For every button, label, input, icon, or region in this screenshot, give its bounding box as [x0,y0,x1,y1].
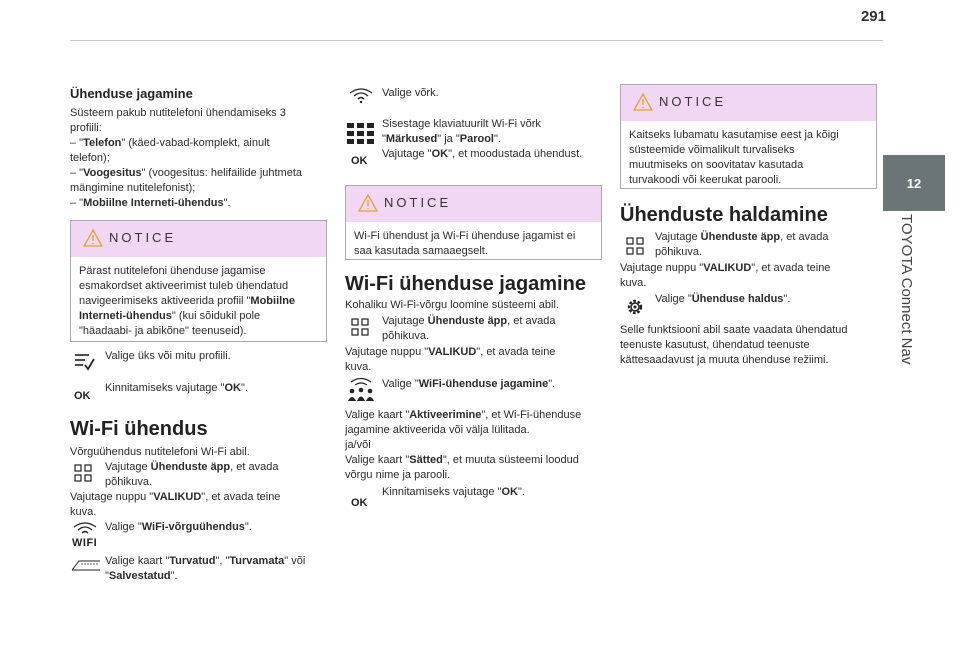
gear-icon [624,296,646,318]
manage-step-2: Vajutage nuppu "VALIKUD", et avada teine [620,262,831,274]
wifi-icon [72,522,98,536]
hotspot-step-1: Vajutage Ühenduste äpp, et avada [382,315,556,327]
hotspot-step-5: Valige kaart "Sätted", et muuta süsteemi loodud [345,454,579,466]
keyboard-step-cont: "Märkused" ja "Parool". [382,133,501,145]
wifi-label-icon: WIFI [72,537,98,549]
hotspot-or: ja/või [345,439,371,451]
notice-box [70,220,327,342]
manage-step-2-cont: kuva. [620,277,647,289]
warning-icon [83,229,103,247]
hotspot-step-4-cont: jagamine aktiveerida või välja lülitada. [345,424,530,436]
notice-title: NOTICE [109,230,177,245]
connections-app-icon [626,237,644,255]
step-select-profiles: Valige üks või mitu profiili. [105,350,231,362]
manage-step-1-cont: põhikuva. [655,246,703,258]
keyboard-step: Sisestage klaviatuurilt Wi-Fi võrk [382,118,541,130]
manage-step-3: Valige "Ühenduse haldus". [655,293,791,305]
header-rule [70,40,883,41]
notice-header [346,186,601,222]
hotspot-step-1-cont: põhikuva. [382,330,430,342]
keyboard-icon [347,123,375,145]
tab-card-icon [71,558,101,574]
notice-box [620,84,877,189]
notice-header [621,85,876,121]
wifi-step-2: Vajutage nuppu "VALIKUD", et avada teine [70,491,281,503]
hotspot-step-4: Valige kaart "Aktiveerimine", et Wi-Fi-ühenduse [345,409,582,421]
wifi-icon [348,88,374,104]
warning-icon [633,93,653,111]
notice-body: Wi-Fi ühendust ja Wi-Fi ühenduse jagamist ei saa kasutada samaaegselt. [354,230,576,257]
step-select-network: Valige võrk. [382,87,439,99]
notice-box [345,185,602,260]
hotspot-confirm: Kinnitamiseks vajutage "OK". [382,486,525,498]
hotspot-step-5-cont: võrgu nime ja parooli. [345,469,451,481]
ok-icon: OK [351,497,368,509]
hotspot-step-2-cont: kuva. [345,361,372,373]
profile-item-cont: telefon); [70,152,110,164]
ok-icon: OK [351,155,368,167]
profile-item: – "Mobiilne Interneti-ühendus". [70,197,231,209]
manage-description: teenuste kasutust, ühendatud teenuste [620,339,810,351]
manage-description: kättesaadavust ja muuta ühenduse režiimi. [620,354,829,366]
wifi-step-1: Vajutage Ühenduste äpp, et avada [105,461,279,473]
heading-connection-sharing: Ühenduse jagamine [70,86,193,101]
manage-step-1: Vajutage Ühenduste äpp, et avada [655,231,829,243]
heading-wifi-sharing: Wi-Fi ühenduse jagamine [345,273,586,295]
profile-item-cont: mängimine nutitelefonist); [70,182,196,194]
connections-app-icon [74,464,92,482]
notice-body: Kaitseks lubamatu kasutamise eest ja kõigi süsteemide võimalikult turvaliseks muutmiseks on soovitatav kasutada turvakoodi või keerukat parooli. [629,129,839,186]
wifi-step-2-cont: kuva. [70,506,97,518]
chapter-number: 12 [906,175,922,191]
hotspot-step-3: Valige "WiFi-ühenduse jagamine". [382,378,556,390]
wifi-sharing-icon [347,377,375,403]
sharing-intro-line: Süsteem pakub nutitelefoni ühendamiseks 3 [70,107,286,119]
notice-body: Pärast nutitelefoni ühenduse jagamise esmakordset aktiveerimist tuleb ühendatud navigeerimiseks aktiveerida profiil "Mobiilne Interneti-ühendus" (kui sõidukil pole "häadaabi- ja abikõne" teenuseid). [79,265,296,337]
wifi-step-1-cont: põhikuva. [105,476,153,488]
wifi-step-3: Valige "WiFi-võrguühendus". [105,521,252,533]
hotspot-step-2: Vajutage nuppu "VALIKUD", et avada teine [345,346,556,358]
warning-icon [358,194,378,212]
notice-title: NOTICE [659,94,727,109]
side-title-text: TOYOTA Connect Nav [898,214,915,365]
page-number: 291 [860,8,886,25]
chapter-tab [883,155,945,211]
ok-icon: OK [74,390,91,402]
profile-item: – "Voogesitus" (voogesitus: helifailide juhtmeta [70,167,303,179]
sharing-intro-line: profiili: [70,122,102,134]
manage-description: Selle funktsiooni abil saate vaadata ühendatud [620,324,848,336]
notice-title: NOTICE [384,195,452,210]
wifi-step-4-cont: "Salvestatud". [105,570,178,582]
checklist-icon [73,351,95,373]
profile-item: – "Telefon" (käed-vabad-komplekt, ainult [70,137,270,149]
wifi-step-4: Valige kaart "Turvatud", "Turvamata" või [105,555,306,567]
hotspot-intro: Kohaliku Wi-Fi-võrgu loomine süsteemi abil. [345,299,559,311]
connections-app-icon [351,318,369,336]
wifi-intro: Võrguühendus nutitelefoni Wi-Fi abil. [70,446,250,458]
side-title [870,214,930,484]
heading-connection-management: Ühenduste haldamine [620,204,828,226]
ok-step: Vajutage "OK", et moodustada ühendust. [382,148,583,160]
notice-header [71,221,326,257]
heading-wifi-connection: Wi-Fi ühendus [70,418,208,440]
step-confirm: Kinnitamiseks vajutage "OK". [105,382,248,394]
